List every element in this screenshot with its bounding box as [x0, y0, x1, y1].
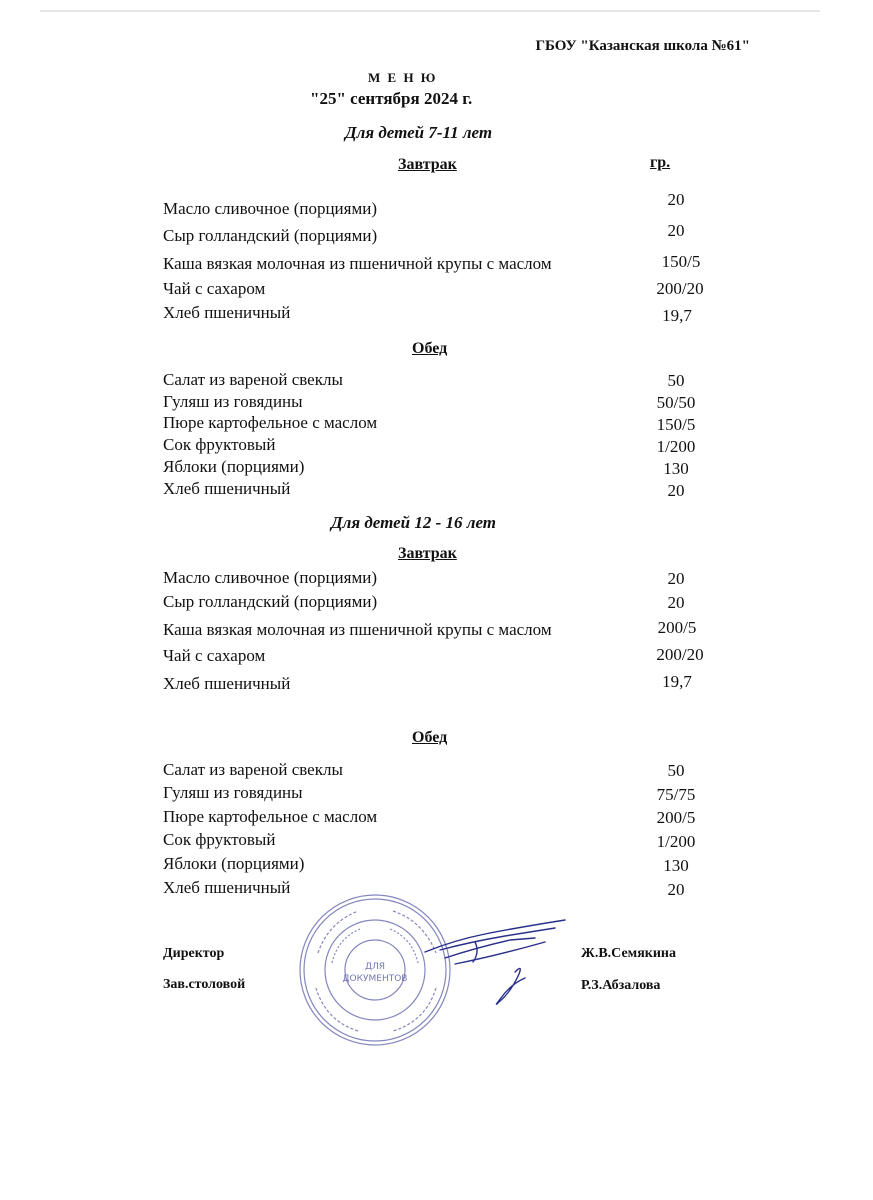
breakfast-heading: Завтрак [398, 545, 457, 562]
dish-quantity: 19,7 [662, 306, 692, 325]
dish-name: Сыр голландский (порциями) [163, 226, 378, 245]
age-group-7-11-title: Для детей 7-11 лет [345, 123, 493, 142]
svg-text:ДЛЯ: ДЛЯ [364, 962, 386, 972]
canteen-head-name: Р.З.Абзалова [581, 978, 661, 993]
dish-quantity: 200/20 [656, 279, 704, 298]
dish-name: Яблоки (порциями) [163, 457, 305, 476]
dish-name: Сыр голландский (порциями) [163, 592, 378, 611]
dish-quantity: 20 [667, 221, 685, 240]
dish-name: Сок фруктовый [163, 435, 276, 454]
dish-name: Сок фруктовый [163, 830, 276, 849]
scan-edge-line [40, 10, 820, 12]
dish-quantity: 200/5 [657, 618, 697, 637]
dish-name: Чай с сахаром [163, 646, 266, 665]
dish-quantity: 20 [667, 481, 685, 500]
dish-quantity: 150/5 [661, 252, 701, 271]
dish-quantity: 1/200 [656, 437, 696, 456]
dish-name: Гуляш из говядины [163, 783, 303, 802]
dish-quantity: 50 [667, 371, 685, 390]
dish-name: Масло сливочное (порциями) [163, 199, 377, 218]
unit-grams-label: гр. [650, 154, 671, 171]
dish-quantity: 19,7 [662, 672, 692, 691]
dish-quantity: 1/200 [656, 832, 696, 851]
dish-quantity: 150/5 [656, 415, 696, 434]
dish-name: Хлеб пшеничный [163, 479, 291, 498]
menu-title: М Е Н Ю [368, 70, 438, 85]
dish-quantity: 75/75 [656, 785, 696, 804]
dish-quantity: 20 [667, 880, 685, 899]
dish-name: Каша вязкая молочная из пшеничной крупы с маслом [163, 254, 552, 273]
dish-name: Гуляш из говядины [163, 392, 303, 411]
dish-name: Пюре картофельное с маслом [163, 807, 378, 826]
lunch-heading: Обед [412, 729, 448, 746]
dish-quantity: 50 [667, 761, 685, 780]
dish-name: Салат из вареной свеклы [163, 370, 343, 389]
dish-quantity: 200/20 [656, 645, 704, 664]
dish-quantity: 20 [667, 190, 685, 209]
dish-name: Хлеб пшеничный [163, 878, 291, 897]
director-title: Директор [163, 946, 225, 961]
menu-date: "25" сентября 2024 г. [310, 89, 473, 108]
dish-name: Каша вязкая молочная из пшеничной крупы с маслом [163, 620, 552, 639]
dish-quantity: 20 [667, 593, 685, 612]
dish-name: Пюре картофельное с маслом [163, 413, 378, 432]
canteen-head-title: Зав.столовой [163, 977, 246, 992]
dish-name: Чай с сахаром [163, 279, 266, 298]
dish-quantity: 200/5 [656, 808, 696, 827]
age-group-12-16-title: Для детей 12 - 16 лет [331, 513, 497, 532]
svg-text:ДОКУМЕНТОВ: ДОКУМЕНТОВ [342, 974, 408, 984]
organization-name: ГБОУ "Казанская школа №61" [535, 38, 750, 54]
handwritten-signature [415, 912, 585, 1012]
dish-name: Хлеб пшеничный [163, 674, 291, 693]
dish-name: Яблоки (порциями) [163, 854, 305, 873]
director-name: Ж.В.Семякина [581, 946, 676, 961]
dish-quantity: 130 [663, 459, 689, 478]
breakfast-heading: Завтрак [398, 156, 457, 173]
dish-quantity: 50/50 [656, 393, 696, 412]
lunch-heading: Обед [412, 340, 448, 357]
dish-quantity: 20 [667, 569, 685, 588]
dish-name: Масло сливочное (порциями) [163, 568, 377, 587]
dish-quantity: 130 [663, 856, 689, 875]
dish-name: Хлеб пшеничный [163, 303, 291, 322]
dish-name: Салат из вареной свеклы [163, 760, 343, 779]
